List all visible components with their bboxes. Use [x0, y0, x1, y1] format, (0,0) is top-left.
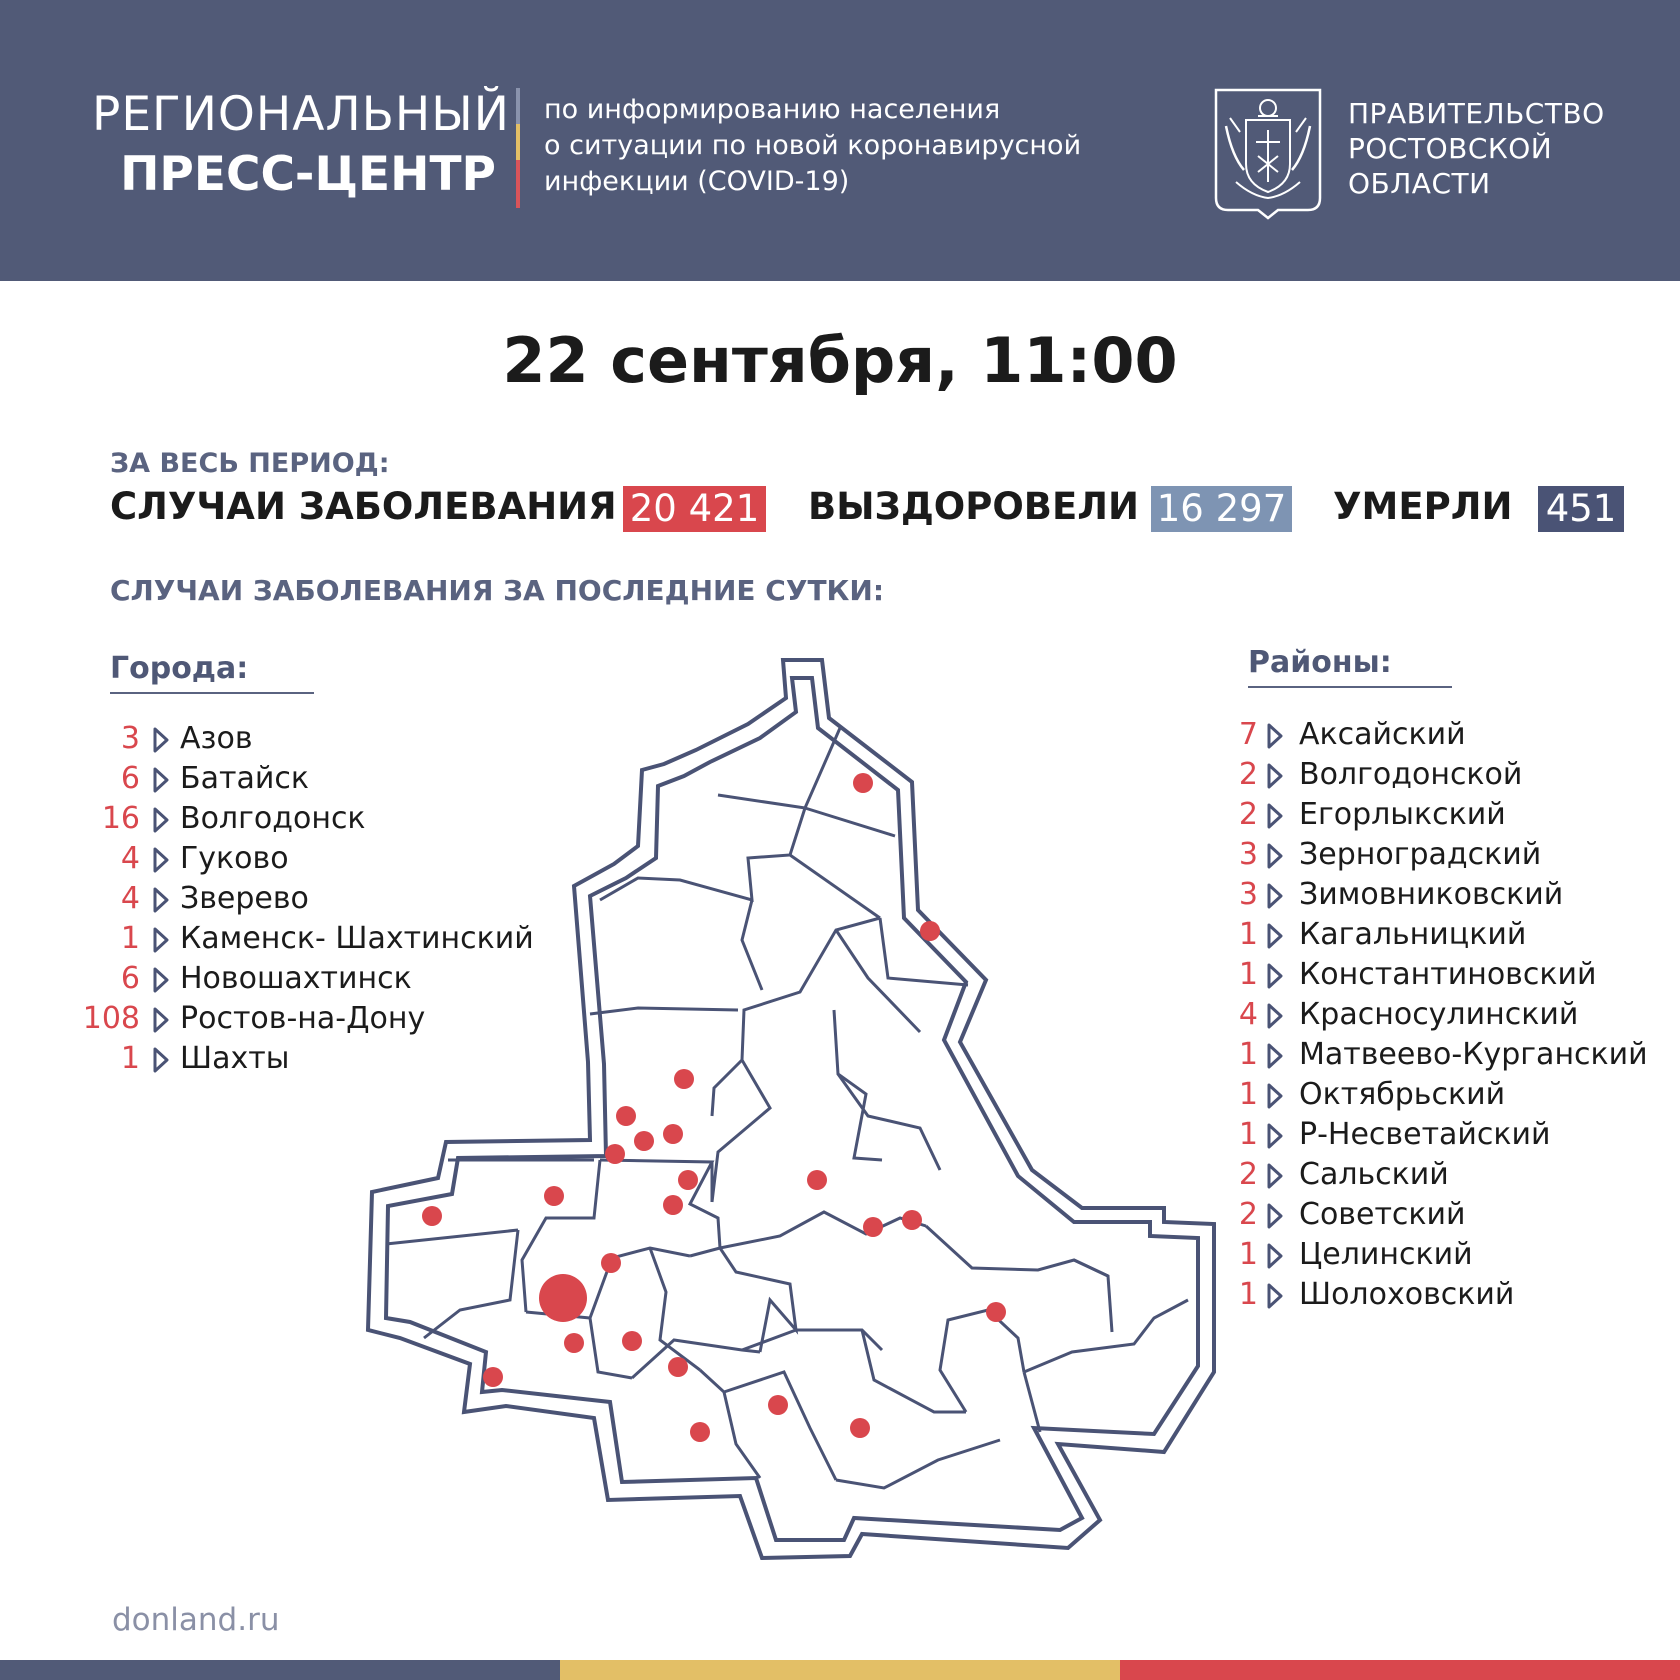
area-name: Советский — [1299, 1197, 1466, 1232]
subtitle-line2: о ситуации по новой коронавирусной — [544, 130, 1082, 161]
report-date: 22 сентября, 11:00 — [502, 324, 1178, 397]
cities-title: Города: — [110, 651, 249, 686]
area-name: Красносулинский — [1299, 997, 1579, 1032]
case-count: 1 — [120, 1041, 140, 1076]
case-dot — [622, 1331, 642, 1351]
gov-line3: ОБЛАСТИ — [1348, 167, 1491, 200]
gov-line1: ПРАВИТЕЛЬСТВО — [1348, 97, 1605, 130]
case-count: 3 — [1238, 837, 1258, 872]
triangle-right-icon — [1266, 763, 1284, 789]
case-count: 4 — [120, 881, 140, 916]
case-dot — [422, 1206, 442, 1226]
brand-divider — [516, 88, 520, 208]
case-count: 1 — [1238, 1077, 1258, 1112]
case-count: 6 — [120, 961, 140, 996]
deaths-badge: 451 — [1538, 486, 1624, 532]
case-dot — [663, 1195, 683, 1215]
case-count: 1 — [120, 921, 140, 956]
case-dot — [863, 1217, 883, 1237]
case-count: 7 — [1238, 717, 1258, 752]
case-count: 3 — [1238, 877, 1258, 912]
area-name: Батайск — [180, 761, 309, 796]
area-name: Волгодонск — [180, 801, 366, 836]
case-dot — [564, 1333, 584, 1353]
recovered-label: ВЫЗДОРОВЕЛИ — [808, 485, 1139, 528]
districts-underline — [1248, 686, 1452, 688]
case-dot — [601, 1253, 621, 1273]
period-label: ЗА ВЕСЬ ПЕРИОД: — [110, 448, 390, 479]
area-name: Зимовниковский — [1299, 877, 1564, 912]
triangle-right-icon — [1266, 1243, 1284, 1269]
case-dot — [986, 1302, 1006, 1322]
cities-underline — [110, 692, 314, 694]
case-dot — [690, 1422, 710, 1442]
case-dot — [616, 1106, 636, 1126]
map-outer-border — [368, 660, 1214, 1558]
case-dot — [605, 1144, 625, 1164]
case-count: 16 — [101, 801, 140, 836]
case-count: 1 — [1238, 1237, 1258, 1272]
header-subtitle — [544, 92, 1144, 200]
case-count: 3 — [120, 721, 140, 756]
case-dot — [674, 1069, 694, 1089]
subtitle-line1: по информированию населения — [544, 94, 1001, 125]
area-name: Шолоховский — [1299, 1277, 1515, 1312]
case-count: 2 — [1238, 1157, 1258, 1192]
case-dot — [668, 1357, 688, 1377]
triangle-right-icon — [1266, 883, 1284, 909]
triangle-right-icon — [1266, 843, 1284, 869]
coat-of-arms-icon — [1212, 86, 1324, 220]
footer-stripe-blue — [0, 1660, 560, 1680]
area-name: Константиновский — [1299, 957, 1597, 992]
case-count: 2 — [1238, 1197, 1258, 1232]
district-boundaries — [386, 728, 1188, 1488]
gov-line2: РОСТОВСКОЙ — [1348, 132, 1553, 165]
area-name: Зерноградский — [1299, 837, 1542, 872]
triangle-right-icon — [1266, 923, 1284, 949]
cases-badge: 20 421 — [623, 486, 766, 532]
triangle-right-icon — [1266, 1083, 1284, 1109]
brand-title-line2: ПРЕСС-ЦЕНТР — [120, 147, 496, 202]
case-dot — [544, 1186, 564, 1206]
area-name: Ростов-на-Дону — [180, 1001, 426, 1036]
area-name: Егорлыкский — [1299, 797, 1506, 832]
triangle-right-icon — [1266, 1163, 1284, 1189]
subtitle-line3: инфекции (COVID-19) — [544, 166, 850, 197]
area-name: Зверево — [180, 881, 309, 916]
case-dot — [807, 1170, 827, 1190]
area-name: Аксайский — [1299, 717, 1466, 752]
case-count: 1 — [1238, 1037, 1258, 1072]
case-dot — [920, 921, 940, 941]
cases-label: СЛУЧАИ ЗАБОЛЕВАНИЯ — [110, 485, 617, 528]
footer-stripe-yellow — [560, 1660, 1120, 1680]
case-dot — [634, 1131, 654, 1151]
area-name: Октябрьский — [1299, 1077, 1506, 1112]
area-name: Шахты — [180, 1041, 290, 1076]
triangle-right-icon — [1266, 1043, 1284, 1069]
footer-url[interactable]: donland.ru — [112, 1602, 280, 1638]
triangle-right-icon — [1266, 1123, 1284, 1149]
brand-title-line1: РЕГИОНАЛЬНЫЙ — [92, 87, 510, 142]
case-dot — [663, 1124, 683, 1144]
case-count: 1 — [1238, 1277, 1258, 1312]
area-name: Матвеево-Курганский — [1299, 1037, 1648, 1072]
case-dot — [850, 1418, 870, 1438]
case-dot-large — [539, 1274, 587, 1322]
case-count: 4 — [1238, 997, 1258, 1032]
triangle-right-icon — [1266, 1283, 1284, 1309]
triangle-right-icon — [1266, 803, 1284, 829]
case-count: 4 — [120, 841, 140, 876]
area-name: Каменск- Шахтинский — [180, 921, 534, 956]
area-name: Сальский — [1299, 1157, 1449, 1192]
footer-stripe-red — [1120, 1660, 1680, 1680]
case-count: 2 — [1238, 757, 1258, 792]
area-name: Кагальницкий — [1299, 917, 1527, 952]
deaths-label: УМЕРЛИ — [1333, 485, 1513, 528]
case-count: 1 — [1238, 917, 1258, 952]
area-name: Азов — [180, 721, 253, 756]
case-count: 1 — [1238, 957, 1258, 992]
case-count: 2 — [1238, 797, 1258, 832]
area-name: Р-Несветайский — [1299, 1117, 1551, 1152]
area-name: Волгодонской — [1299, 757, 1523, 792]
area-name: Новошахтинск — [180, 961, 412, 996]
triangle-right-icon — [1266, 963, 1284, 989]
header-banner — [0, 0, 1680, 281]
districts-title: Районы: — [1248, 645, 1392, 680]
triangle-right-icon — [1266, 1003, 1284, 1029]
case-dot — [483, 1367, 503, 1387]
case-dot — [853, 773, 873, 793]
case-count: 1 — [1238, 1117, 1258, 1152]
case-count: 108 — [82, 1001, 140, 1036]
triangle-right-icon — [1266, 723, 1284, 749]
area-name: Гуково — [180, 841, 289, 876]
case-dot — [902, 1210, 922, 1230]
daily-cases-label: СЛУЧАИ ЗАБОЛЕВАНИЯ ЗА ПОСЛЕДНИЕ СУТКИ: — [110, 574, 885, 607]
triangle-right-icon — [1266, 1203, 1284, 1229]
government-name — [1348, 96, 1668, 201]
case-dot — [768, 1395, 788, 1415]
case-dot — [678, 1170, 698, 1190]
region-map — [360, 650, 1220, 1570]
area-name: Целинский — [1299, 1237, 1473, 1272]
case-count: 6 — [120, 761, 140, 796]
recovered-badge: 16 297 — [1151, 486, 1292, 532]
